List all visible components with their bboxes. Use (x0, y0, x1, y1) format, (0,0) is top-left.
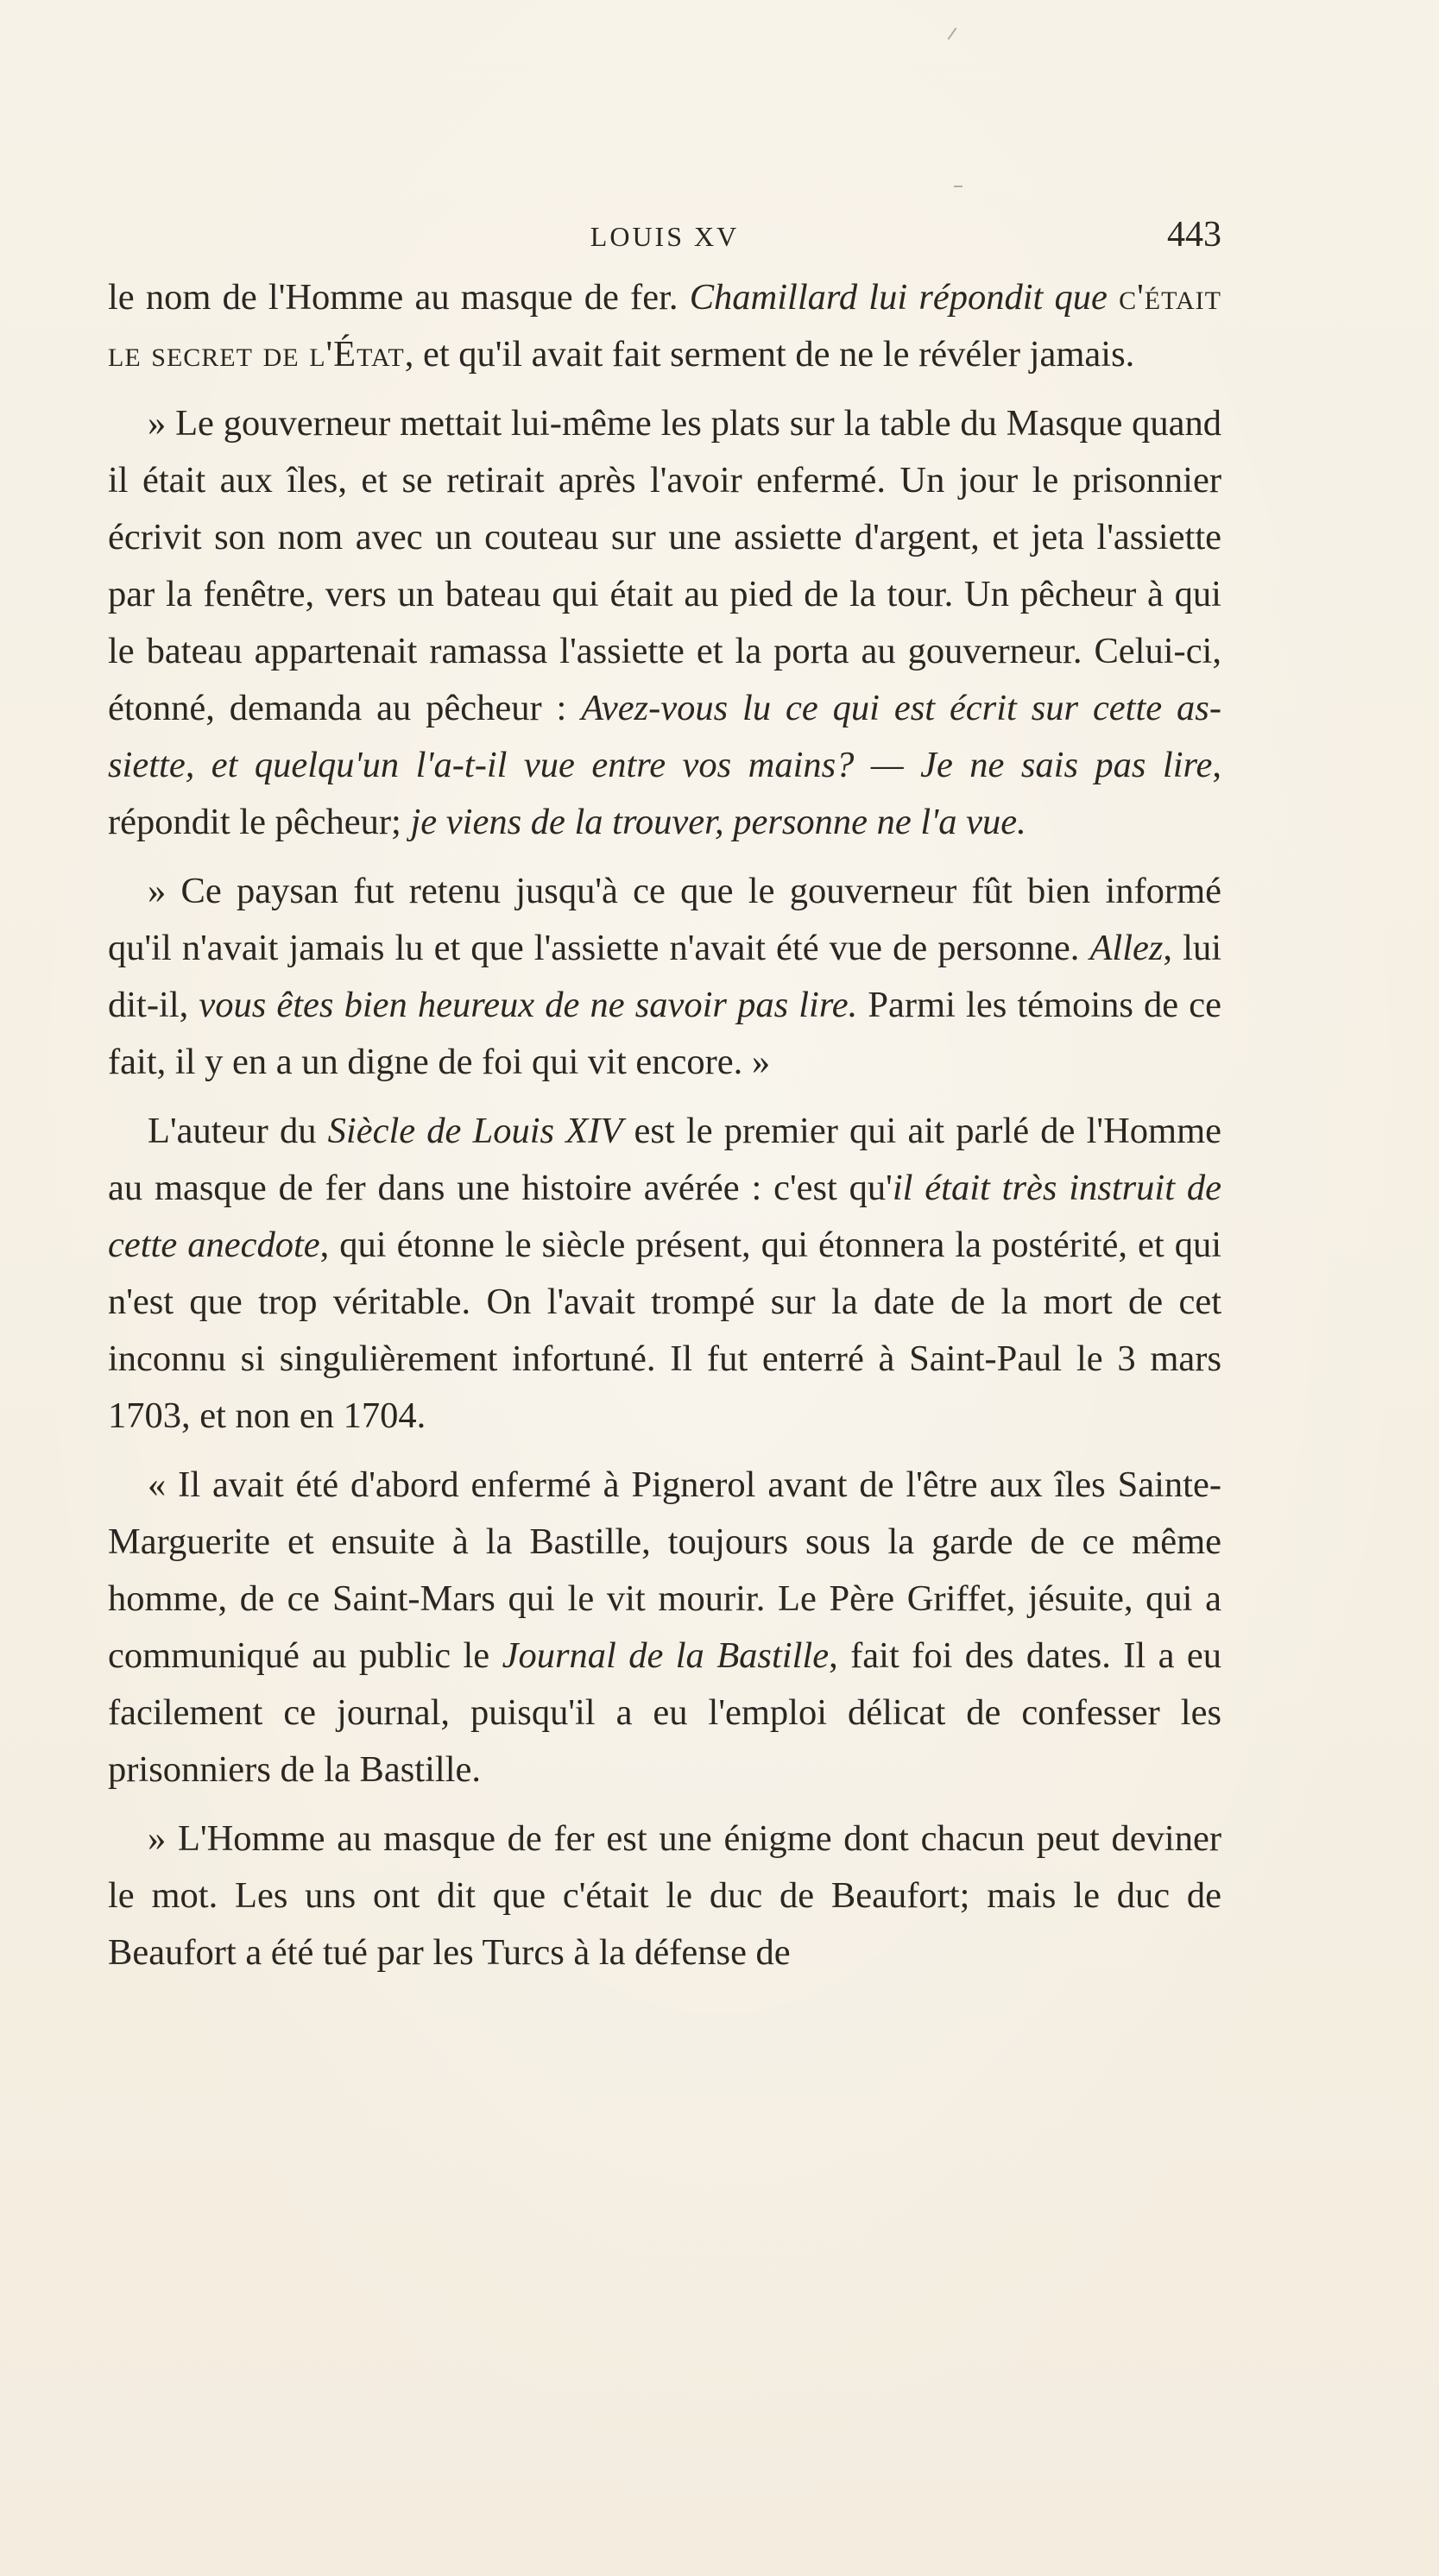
page-header (108, 214, 1221, 257)
text-run: » Le gouverneur mettait lui-même les plats sur la table du Masque quand il était aux îles, et se retirait après l'avoir enfermé. Un jour le prisonnier écrivit son nom avec un couteau sur une assiette d'argent, et jeta l'assiette par la fenêtre, vers un bateau qui était au pied de la tour. Un pêcheur à qui le bateau appartenait ramassa l'assiette et la porta au gouverneur. Celui-ci, étonné, demanda au pêcheur : (108, 403, 1221, 728)
page-number: 443 (1167, 215, 1221, 255)
text-run: est le premier qui ait parlé de l'Homme au masque de fer dans une histoire avérée : c'est qu' (108, 1111, 1221, 1208)
text-run: » L'Homme au masque de fer est une énigme dont chacun peut deviner le mot. Les uns ont dit que c'était le duc de Beaufort; mais le duc de Beaufort a été tué par les Turcs à la défense de (108, 1818, 1221, 1973)
paragraph (108, 269, 1221, 383)
text-run: Parmi les témoins de ce fait, il y en a un digne de foi qui vit encore. » (108, 985, 1221, 1082)
text-run: , et qu'il avait fait serment de ne le révéler jamais. (404, 334, 1135, 375)
text-run (1108, 277, 1119, 318)
paper-speck (948, 28, 957, 40)
text-run: , répondit le pêcheur; (108, 745, 1221, 842)
text-run: , fait foi des dates. Il a eu facilement ce journal, puisqu'il a eu l'emploi délicat de confesser les prisonniers de la Bastille. (108, 1635, 1221, 1790)
text-run: « Il avait été d'abord enfermé à Pignerol avant de l'être aux îles Sainte-Marguerite et ensuite à la Bastille, toujours sous la garde de ce même homme, de ce Saint-Mars qui le vit mourir. Le Père Griffet, jésuite, qui a communiqué au public le (108, 1464, 1221, 1676)
paragraph (108, 395, 1221, 851)
text-run: , qui étonne le siècle présent, qui étonnera la postérité, et qui n'est que trop véritable. On l'avait trompé sur la date de la mort de cet inconnu si singulièrement infortuné. Il fut enterré à Saint-Paul le 3 mars 1703, et non en 1704. (108, 1225, 1221, 1436)
text-run: le nom de l'Homme au masque de fer. (108, 277, 690, 318)
paragraph (108, 1457, 1221, 1798)
paragraph (108, 1811, 1221, 1981)
italic-text: vous êtes bien heureux de ne savoir pas lire. (199, 985, 858, 1025)
body-text (108, 269, 1221, 1993)
running-title: LOUIS XV (590, 221, 740, 252)
italic-text: Journal de la Bastille (502, 1635, 830, 1676)
italic-text: il était très instruit de cette anecdote (108, 1168, 1221, 1265)
text-run: , lui dit-il, (108, 928, 1221, 1025)
text-run: L'auteur du (148, 1111, 328, 1151)
italic-text: Allez (1089, 928, 1164, 968)
italic-text: Siècle de Louis XIV (327, 1111, 623, 1151)
paragraph (108, 863, 1221, 1091)
italic-text: Avez-vous lu ce qui est écrit sur cette assiette, et quelqu'un l'a-t-il vue entre vos mains? — Je ne sais pas lire (108, 688, 1221, 785)
paper-speck (954, 186, 962, 187)
italic-text: je viens de la trouver, personne ne l'a vue. (410, 802, 1026, 842)
text-run: » Ce paysan fut retenu jusqu'à ce que le gouverneur fût bien informé qu'il n'avait jamais lu et que l'assiette n'avait été vue de personne. (108, 871, 1221, 968)
italic-text: Chamillard lui répondit que (689, 277, 1108, 318)
paragraph (108, 1103, 1221, 1445)
small-caps-text: c'était le secret de l'État (108, 277, 1221, 375)
